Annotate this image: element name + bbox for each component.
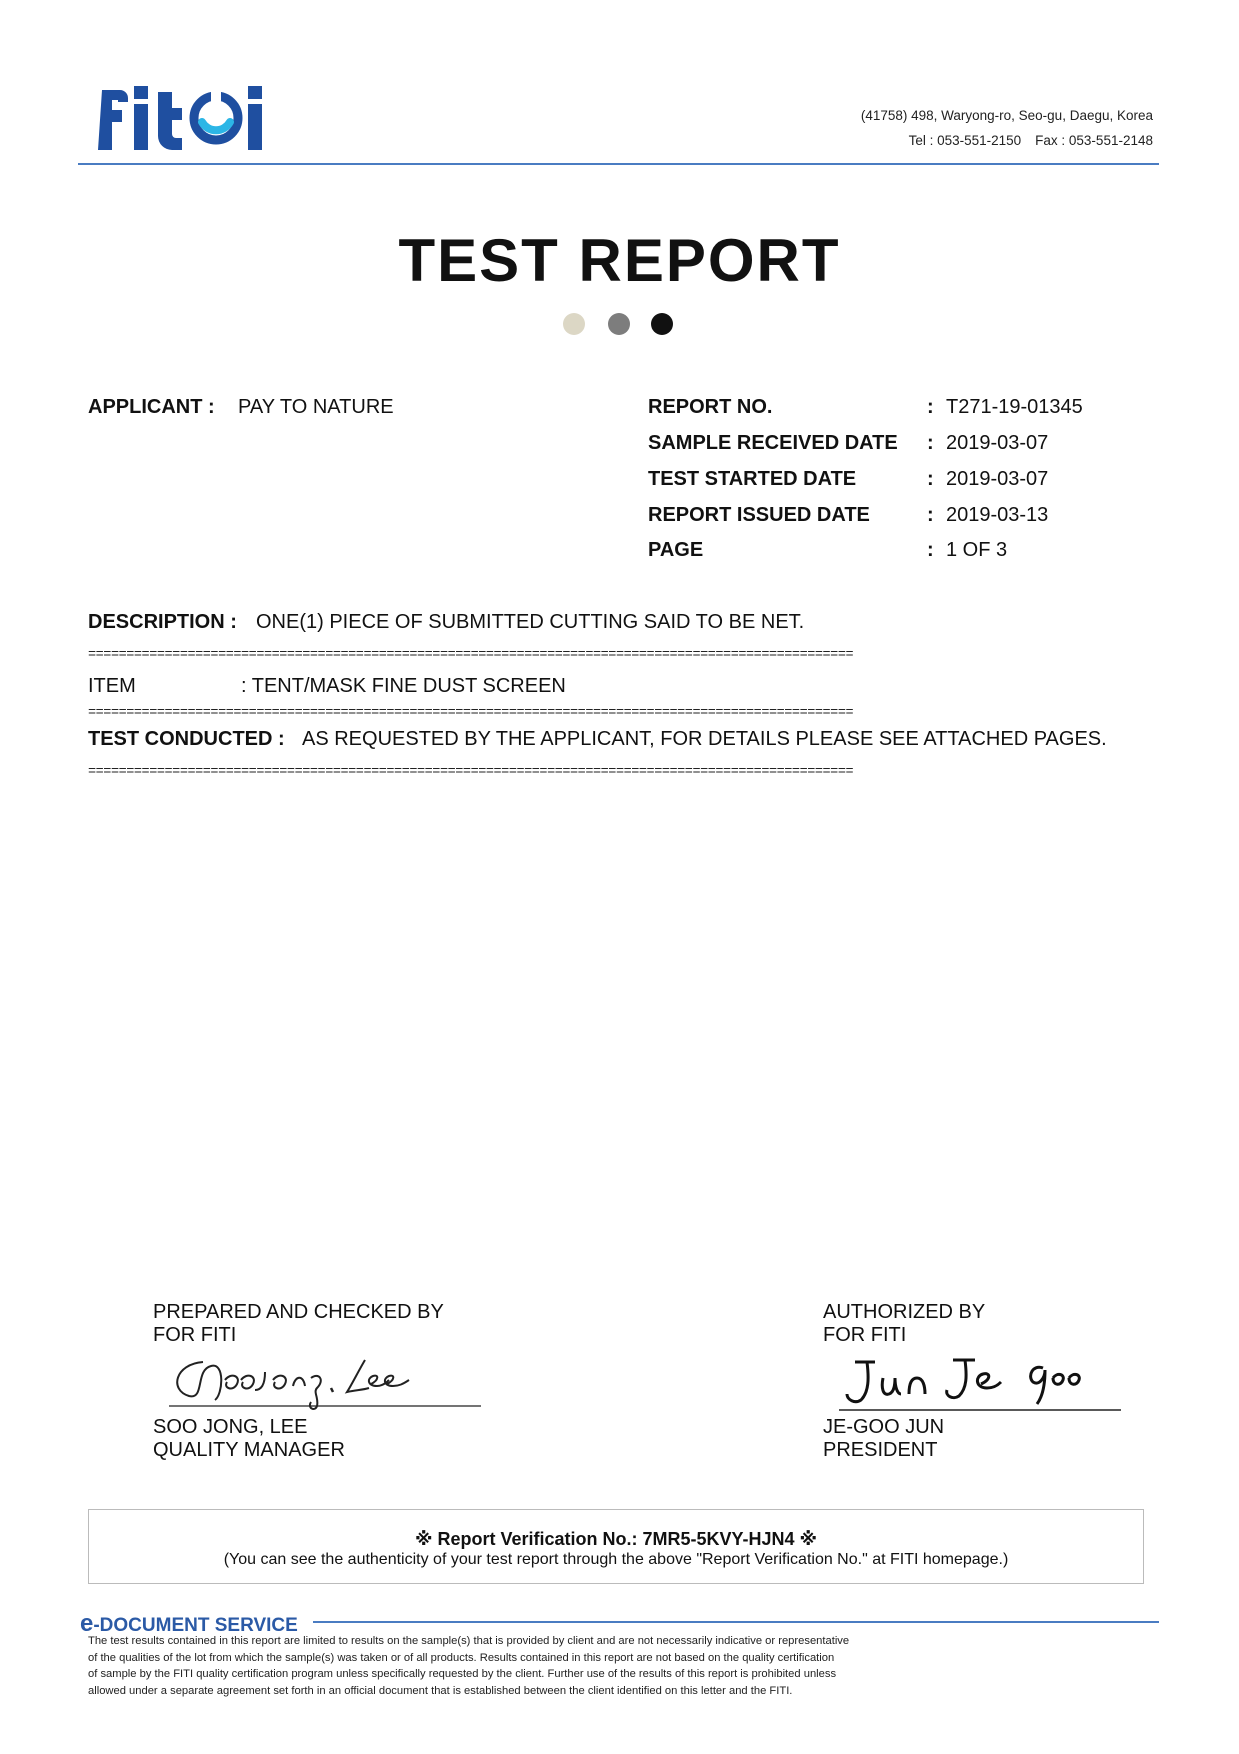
report-no-colon: : <box>927 396 934 418</box>
prepared-name: SOO JONG, LEE <box>153 1416 308 1438</box>
item-label: ITEM <box>88 675 136 697</box>
report-no-label: REPORT NO. <box>648 396 773 418</box>
authorized-for-fiti: FOR FITI <box>823 1324 907 1346</box>
disclaimer <box>88 1633 988 1699</box>
authorized-name: JE-GOO JUN <box>823 1416 945 1438</box>
sample-received-colon: : <box>927 432 934 454</box>
header-rule <box>78 163 1159 165</box>
report-no-value: T271-19-01345 <box>946 396 1083 418</box>
fiti-logo <box>88 78 288 154</box>
edoc-rest: -DOCUMENT SERVICE <box>93 1615 298 1636</box>
title-dot-gray <box>608 313 630 335</box>
item-value: : TENT/MASK FINE DUST SCREEN <box>241 675 566 697</box>
disclaimer-line-4: allowed under a separate agreement set forth in an official document that is established between the client identified on this letter and the FITI. <box>88 1684 793 1697</box>
verification-note: (You can see the authenticity of your test report through the above "Report Verification No." at FITI homepage.) <box>223 1551 1009 1568</box>
test-started-value: 2019-03-07 <box>946 468 1049 490</box>
applicant-label: APPLICANT : <box>88 396 215 418</box>
company-tel: Tel : 053-551-2150 <box>908 133 1022 148</box>
report-title: TEST REPORT <box>398 227 841 294</box>
company-contact <box>895 133 1153 148</box>
prepared-heading: PREPARED AND CHECKED BY <box>153 1301 444 1323</box>
test-started-label: TEST STARTED DATE <box>648 468 857 490</box>
company-fax: Fax : 053-551-2148 <box>1035 133 1153 148</box>
disclaimer-line-3: of sample by the FITI quality certification program unless specifically requested by the client. Further use of the results of this report is prohibited unless <box>88 1668 837 1681</box>
separator-line-1: ==================================================================================================== <box>88 648 854 663</box>
test-conducted-value: AS REQUESTED BY THE APPLICANT, FOR DETAILS PLEASE SEE ATTACHED PAGES. <box>302 728 1107 750</box>
disclaimer-line-2: of the qualities of the lot from which the sample(s) was taken or of all products. Results contained in this report are not based on the quality certification <box>88 1651 835 1664</box>
edoc-e: e <box>80 1610 94 1637</box>
verification-number: ※ Report Verification No.: 7MR5-5KVY-HJN4 ※ <box>414 1529 818 1549</box>
page-value: 1 OF 3 <box>946 539 1008 561</box>
signature-je-goo-jun <box>835 1348 1125 1412</box>
authorized-title: PRESIDENT <box>823 1439 938 1461</box>
report-issued-colon: : <box>927 504 934 526</box>
title-dot-black <box>651 313 673 335</box>
report-issued-value: 2019-03-13 <box>946 504 1049 526</box>
title-dot-beige <box>563 313 585 335</box>
authorized-heading: AUTHORIZED BY <box>823 1301 986 1323</box>
test-conducted-label: TEST CONDUCTED : <box>88 728 285 750</box>
page-colon: : <box>927 539 934 561</box>
description-value: ONE(1) PIECE OF SUBMITTED CUTTING SAID TO BE NET. <box>256 611 805 633</box>
test-started-colon: : <box>927 468 934 490</box>
sample-received-value: 2019-03-07 <box>946 432 1049 454</box>
prepared-for-fiti: FOR FITI <box>153 1324 237 1346</box>
company-address: (41758) 498, Waryong-ro, Seo-gu, Daegu, Korea <box>860 108 1153 123</box>
footer-rule <box>313 1621 1159 1623</box>
separator-line-3: ==================================================================================================== <box>88 765 854 780</box>
sample-received-label: SAMPLE RECEIVED DATE <box>648 432 898 454</box>
report-issued-label: REPORT ISSUED DATE <box>648 504 870 526</box>
disclaimer-line-1: The test results contained in this report are limited to results on the sample(s) that is provided by client and are not necessarily indicative or representative <box>88 1635 850 1647</box>
prepared-title: QUALITY MANAGER <box>153 1439 345 1461</box>
separator-line-2: ==================================================================================================== <box>88 706 854 721</box>
applicant-value: PAY TO NATURE <box>238 396 394 418</box>
description-label: DESCRIPTION : <box>88 611 237 633</box>
page-label: PAGE <box>648 539 704 561</box>
signature-soo-jong-lee <box>165 1350 485 1412</box>
